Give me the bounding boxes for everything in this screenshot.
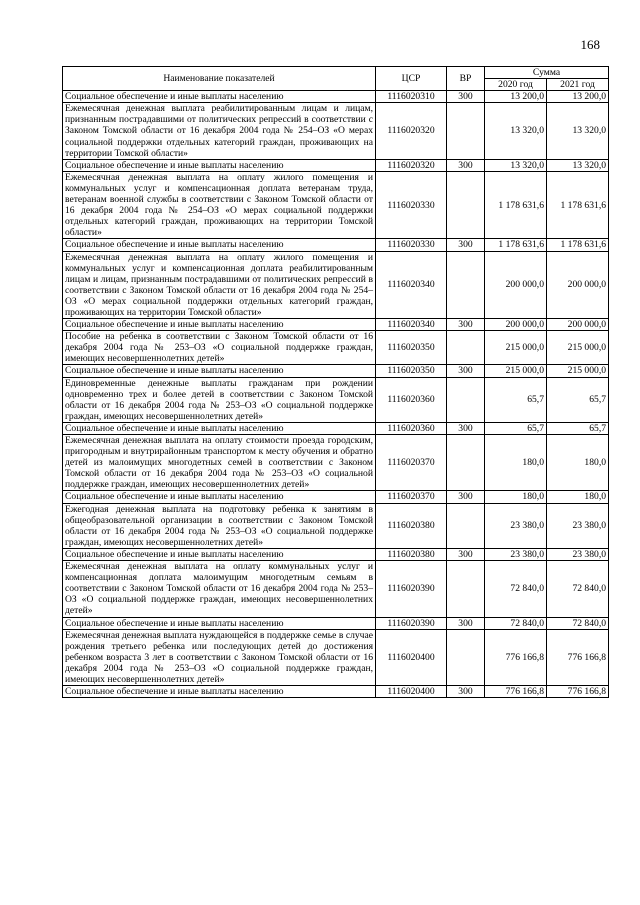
row-name-cell: Ежемесячная денежная выплата на оплату стоимости проезда городским, пригородным и внутрирайонным транспортом к месту обучения и обратно детей из малоимущих многодетных семей в соответствии с Законом Томской области от 16 декабря 2004 года № 253–ОЗ «О социальной поддержке граждан, имеющих несовершеннолетних детей» xyxy=(63,435,376,491)
row-sum-2021-cell: 776 166,8 xyxy=(547,629,609,685)
row-csr-cell: 1116020320 xyxy=(376,103,447,159)
row-vr-cell xyxy=(447,629,485,685)
row-csr-cell: 1116020340 xyxy=(376,319,447,331)
row-sum-2021-cell: 13 320,0 xyxy=(547,159,609,171)
row-vr-cell: 300 xyxy=(447,365,485,377)
row-sum-2020-cell: 65,7 xyxy=(485,422,547,434)
row-sum-2020-cell: 13 320,0 xyxy=(485,159,547,171)
row-sum-2020-cell: 72 840,0 xyxy=(485,617,547,629)
row-vr-cell xyxy=(447,171,485,239)
row-csr-cell: 1116020370 xyxy=(376,435,447,491)
row-sum-2020-cell: 23 380,0 xyxy=(485,548,547,560)
row-csr-cell: 1116020360 xyxy=(376,422,447,434)
row-sum-2020-cell: 200 000,0 xyxy=(485,251,547,319)
row-sum-2021-cell: 13 320,0 xyxy=(547,103,609,159)
table-row xyxy=(63,435,609,491)
table-row xyxy=(63,91,609,103)
row-csr-cell: 1116020400 xyxy=(376,686,447,698)
table-row xyxy=(63,617,609,629)
row-name-cell: Социальное обеспечение и иные выплаты населению xyxy=(63,617,376,629)
table-row xyxy=(63,377,609,422)
row-sum-2020-cell: 1 178 631,6 xyxy=(485,171,547,239)
table-row xyxy=(63,686,609,698)
row-vr-cell xyxy=(447,561,485,617)
row-sum-2020-cell: 180,0 xyxy=(485,435,547,491)
row-name-cell: Социальное обеспечение и иные выплаты населению xyxy=(63,91,376,103)
row-vr-cell: 300 xyxy=(447,491,485,503)
row-name-cell: Ежемесячная денежная выплата реабилитированным лицам и лицам, признанным пострадавшими от политических репрессий в соответствии с Законом Томской области от 16 декабря 2004 года № 254–ОЗ «О мерах социальной поддержки отдельных категорий граждан, проживающих на территории Томской области» xyxy=(63,103,376,159)
row-sum-2021-cell: 72 840,0 xyxy=(547,561,609,617)
table-row xyxy=(63,159,609,171)
row-sum-2021-cell: 215 000,0 xyxy=(547,365,609,377)
header-csr: ЦСР xyxy=(376,67,447,91)
table-body xyxy=(63,91,609,698)
row-csr-cell: 1116020380 xyxy=(376,503,447,548)
row-vr-cell: 300 xyxy=(447,239,485,251)
row-csr-cell: 1116020330 xyxy=(376,239,447,251)
row-csr-cell: 1116020390 xyxy=(376,561,447,617)
table-row xyxy=(63,629,609,685)
row-csr-cell: 1116020350 xyxy=(376,331,447,365)
row-csr-cell: 1116020400 xyxy=(376,629,447,685)
table-row xyxy=(63,103,609,159)
row-sum-2020-cell: 13 320,0 xyxy=(485,103,547,159)
row-name-cell: Ежемесячная денежная выплата на оплату коммунальных услуг и компенсационная доплата малоимущим многодетным семьям в соответствии с Законом Томской области от 16 декабря 2004 года № 253–ОЗ «О социальной поддержке граждан, имеющих несовершеннолетних детей» xyxy=(63,561,376,617)
row-sum-2021-cell: 65,7 xyxy=(547,422,609,434)
row-sum-2020-cell: 776 166,8 xyxy=(485,629,547,685)
budget-table xyxy=(62,66,609,698)
row-sum-2020-cell: 13 200,0 xyxy=(485,91,547,103)
table-row xyxy=(63,319,609,331)
row-sum-2020-cell: 215 000,0 xyxy=(485,331,547,365)
row-name-cell: Социальное обеспечение и иные выплаты населению xyxy=(63,686,376,698)
row-sum-2020-cell: 776 166,8 xyxy=(485,686,547,698)
row-name-cell: Социальное обеспечение и иные выплаты населению xyxy=(63,422,376,434)
row-sum-2020-cell: 72 840,0 xyxy=(485,561,547,617)
row-vr-cell: 300 xyxy=(447,319,485,331)
row-sum-2021-cell: 200 000,0 xyxy=(547,251,609,319)
row-csr-cell: 1116020310 xyxy=(376,91,447,103)
row-name-cell: Единовременные денежные выплаты гражданам при рождении одновременно трех и более детей в соответствии с Законом Томской области от 16 декабря 2004 года № 253–ОЗ «О социальной поддержке граждан, имеющих несовершеннолетних детей» xyxy=(63,377,376,422)
row-name-cell: Ежемесячная денежная выплата нуждающейся в поддержке семье в случае рождения третьего ребенка или последующих детей до достижения ребенком возраста 3 лет в соответствии с Законом Томской области от 16 декабря 2004 года № 253–ОЗ «О социальной поддержке граждан, имеющих несовершеннолетних детей» xyxy=(63,629,376,685)
row-name-cell: Ежемесячная денежная выплата на оплату жилого помещения и коммунальных услуг и компенсационная доплата реабилитированным лицам и лицам, признанным пострадавшими от политических репрессий в соответствии с Законом Томской области от 16 декабря 2004 года № 254–ОЗ «О мерах социальной поддержки отдельных категорий граждан, проживающих на территории Томской области» xyxy=(63,251,376,319)
row-sum-2021-cell: 72 840,0 xyxy=(547,617,609,629)
row-vr-cell: 300 xyxy=(447,686,485,698)
row-vr-cell: 300 xyxy=(447,548,485,560)
row-name-cell: Социальное обеспечение и иные выплаты населению xyxy=(63,239,376,251)
row-vr-cell: 300 xyxy=(447,617,485,629)
row-name-cell: Ежемесячная денежная выплата на оплату жилого помещения и коммунальных услуг и компенсационная доплата ветеранам труда, ветеранам военной службы в соответствии с Законом Томской области от 16 декабря 2004 года № 254–ОЗ «О мерах социальной поддержки отдельных категорий граждан, проживающих на территории Томской области» xyxy=(63,171,376,239)
row-name-cell: Ежегодная денежная выплата на подготовку ребенка к занятиям в общеобразовательной организации в соответствии с Законом Томской области от 16 декабря 2004 года № 253–ОЗ «О социальной поддержке граждан, имеющих несовершеннолетних детей» xyxy=(63,503,376,548)
row-sum-2021-cell: 215 000,0 xyxy=(547,331,609,365)
row-csr-cell: 1116020370 xyxy=(376,491,447,503)
row-csr-cell: 1116020390 xyxy=(376,617,447,629)
header-vr: ВР xyxy=(447,67,485,91)
page-number: 168 xyxy=(580,37,600,52)
row-name-cell: Социальное обеспечение и иные выплаты населению xyxy=(63,159,376,171)
table-row xyxy=(63,561,609,617)
table-row xyxy=(63,503,609,548)
row-sum-2021-cell: 180,0 xyxy=(547,435,609,491)
row-sum-2020-cell: 1 178 631,6 xyxy=(485,239,547,251)
table-row xyxy=(63,422,609,434)
row-sum-2020-cell: 215 000,0 xyxy=(485,365,547,377)
row-sum-2020-cell: 200 000,0 xyxy=(485,319,547,331)
row-csr-cell: 1116020320 xyxy=(376,159,447,171)
row-vr-cell: 300 xyxy=(447,159,485,171)
table-row xyxy=(63,548,609,560)
row-sum-2021-cell: 23 380,0 xyxy=(547,503,609,548)
header-sum: Сумма xyxy=(485,67,609,79)
row-vr-cell xyxy=(447,377,485,422)
row-vr-cell xyxy=(447,331,485,365)
header-year-2020: 2020 год xyxy=(485,79,547,91)
row-sum-2020-cell: 65,7 xyxy=(485,377,547,422)
row-sum-2021-cell: 1 178 631,6 xyxy=(547,239,609,251)
row-vr-cell: 300 xyxy=(447,91,485,103)
row-sum-2021-cell: 65,7 xyxy=(547,377,609,422)
table-row xyxy=(63,491,609,503)
row-csr-cell: 1116020360 xyxy=(376,377,447,422)
row-sum-2021-cell: 180,0 xyxy=(547,491,609,503)
table-row xyxy=(63,239,609,251)
row-vr-cell xyxy=(447,251,485,319)
row-csr-cell: 1116020380 xyxy=(376,548,447,560)
row-name-cell: Социальное обеспечение и иные выплаты населению xyxy=(63,365,376,377)
row-name-cell: Социальное обеспечение и иные выплаты населению xyxy=(63,548,376,560)
row-sum-2021-cell: 776 166,8 xyxy=(547,686,609,698)
table-row xyxy=(63,251,609,319)
row-sum-2021-cell: 23 380,0 xyxy=(547,548,609,560)
row-sum-2020-cell: 23 380,0 xyxy=(485,503,547,548)
header-name: Наименование показателей xyxy=(63,67,376,91)
table-row xyxy=(63,171,609,239)
row-sum-2020-cell: 180,0 xyxy=(485,491,547,503)
row-csr-cell: 1116020340 xyxy=(376,251,447,319)
row-sum-2021-cell: 13 200,0 xyxy=(547,91,609,103)
row-vr-cell xyxy=(447,103,485,159)
row-name-cell: Социальное обеспечение и иные выплаты населению xyxy=(63,491,376,503)
table-header xyxy=(63,67,609,91)
row-name-cell: Социальное обеспечение и иные выплаты населению xyxy=(63,319,376,331)
row-vr-cell xyxy=(447,435,485,491)
row-vr-cell: 300 xyxy=(447,422,485,434)
row-sum-2021-cell: 200 000,0 xyxy=(547,319,609,331)
row-csr-cell: 1116020350 xyxy=(376,365,447,377)
row-name-cell: Пособие на ребенка в соответствии с Законом Томской области от 16 декабря 2004 года № 253–ОЗ «О социальной поддержке граждан, имеющих несовершеннолетних детей» xyxy=(63,331,376,365)
table-row xyxy=(63,331,609,365)
header-year-2021: 2021 год xyxy=(547,79,609,91)
row-vr-cell xyxy=(447,503,485,548)
row-sum-2021-cell: 1 178 631,6 xyxy=(547,171,609,239)
table-row xyxy=(63,365,609,377)
row-csr-cell: 1116020330 xyxy=(376,171,447,239)
